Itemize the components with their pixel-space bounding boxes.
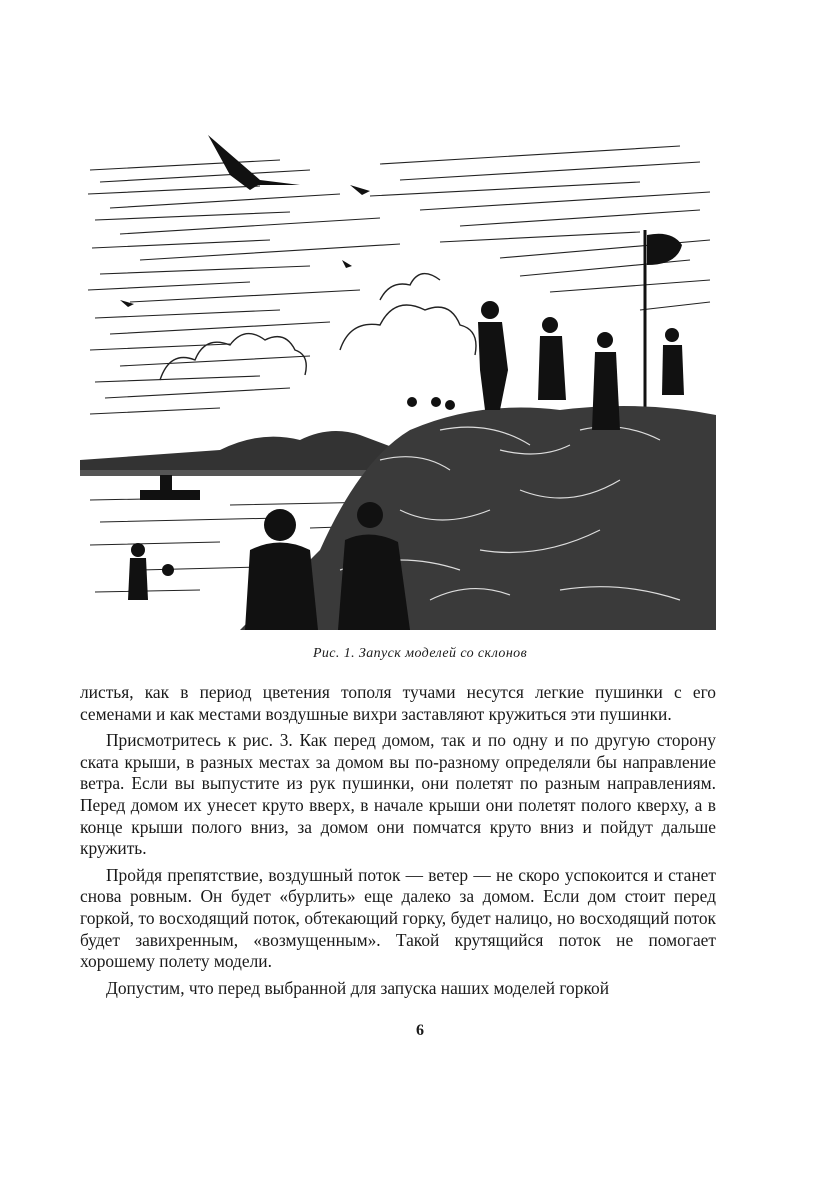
paragraph: листья, как в период цветения тополя тучами несутся легкие пушинки с его семенами и как местами воздушные вихри заставляют кружиться эти пушинки. (80, 682, 716, 724)
illustration (80, 130, 716, 630)
illustration-drawing (80, 130, 716, 630)
clouds (160, 274, 476, 380)
steamboat (140, 475, 200, 500)
page-number: 6 (416, 1022, 424, 1039)
distant-shore (80, 431, 400, 476)
paragraph: Допустим, что перед выбранной для запуска наших моделей горкой (106, 977, 610, 998)
body-text (80, 682, 716, 1004)
paragraph: Пройдя препятствие, воздушный поток — ветер — не скоро успокоится и станет снова ровным. Он будет «бурлить» еще далеко за домом. Если дом стоит перед горкой, то восходящий поток, обтекающий горку, будет налицо, но восходящий поток будет завихренным, «возмущенным». Такой крутящийся поток не помогает хорошему полету модели. (80, 864, 716, 972)
paragraph: Присмотритесь к рис. 3. Как перед домом, так и по одну и по другую сторону ската крыши, в разных местах за домом вы по-разному определяли бы направление ветра. Если вы выпустите из рук пушинки, они полетят по разным направлениям. Перед домом их унесет круто вверх, в начале крыши они полетят полого кверху, а в конце крыши полого вниз, за домом они помчатся круто вниз и пойдут дальше кружить. (80, 730, 716, 859)
figure-caption: Рис. 1. Запуск моделей со склонов (312, 646, 528, 661)
